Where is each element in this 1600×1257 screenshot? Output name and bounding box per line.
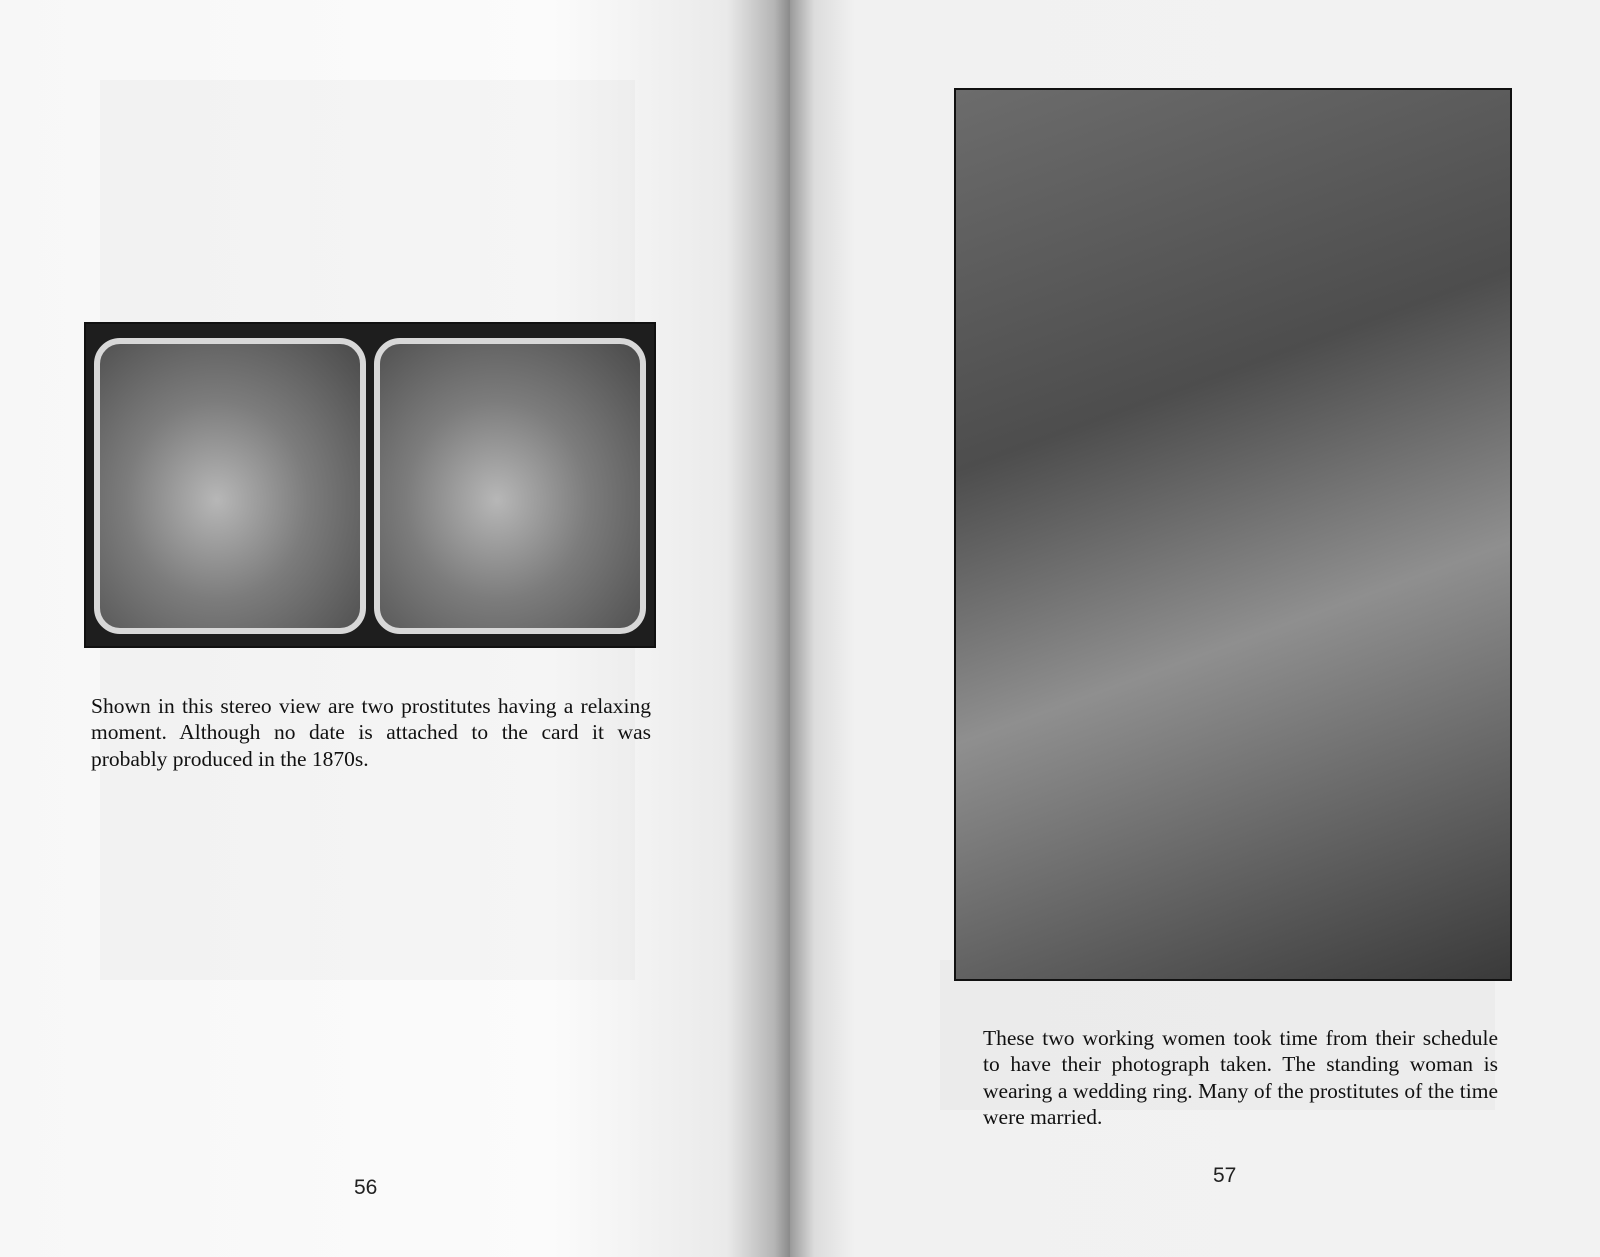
- page-number-left: 56: [354, 1176, 378, 1199]
- stereo-right-image: [374, 338, 646, 634]
- left-page: [0, 0, 790, 1257]
- stereo-view-photo: [84, 322, 656, 648]
- right-caption: These two working women took time from their schedule to have their photograph taken. The standing woman is wearing a wedding ring. Many of the prostitutes of the time were married.: [983, 1025, 1498, 1129]
- page-number-right: 57: [1213, 1164, 1237, 1187]
- portrait-photo: [954, 88, 1512, 981]
- left-caption: Shown in this stereo view are two prostitutes having a relaxing moment. Although no date is attached to the card it was probably produced in the 1870s.: [91, 693, 651, 771]
- stereo-left-image: [94, 338, 366, 634]
